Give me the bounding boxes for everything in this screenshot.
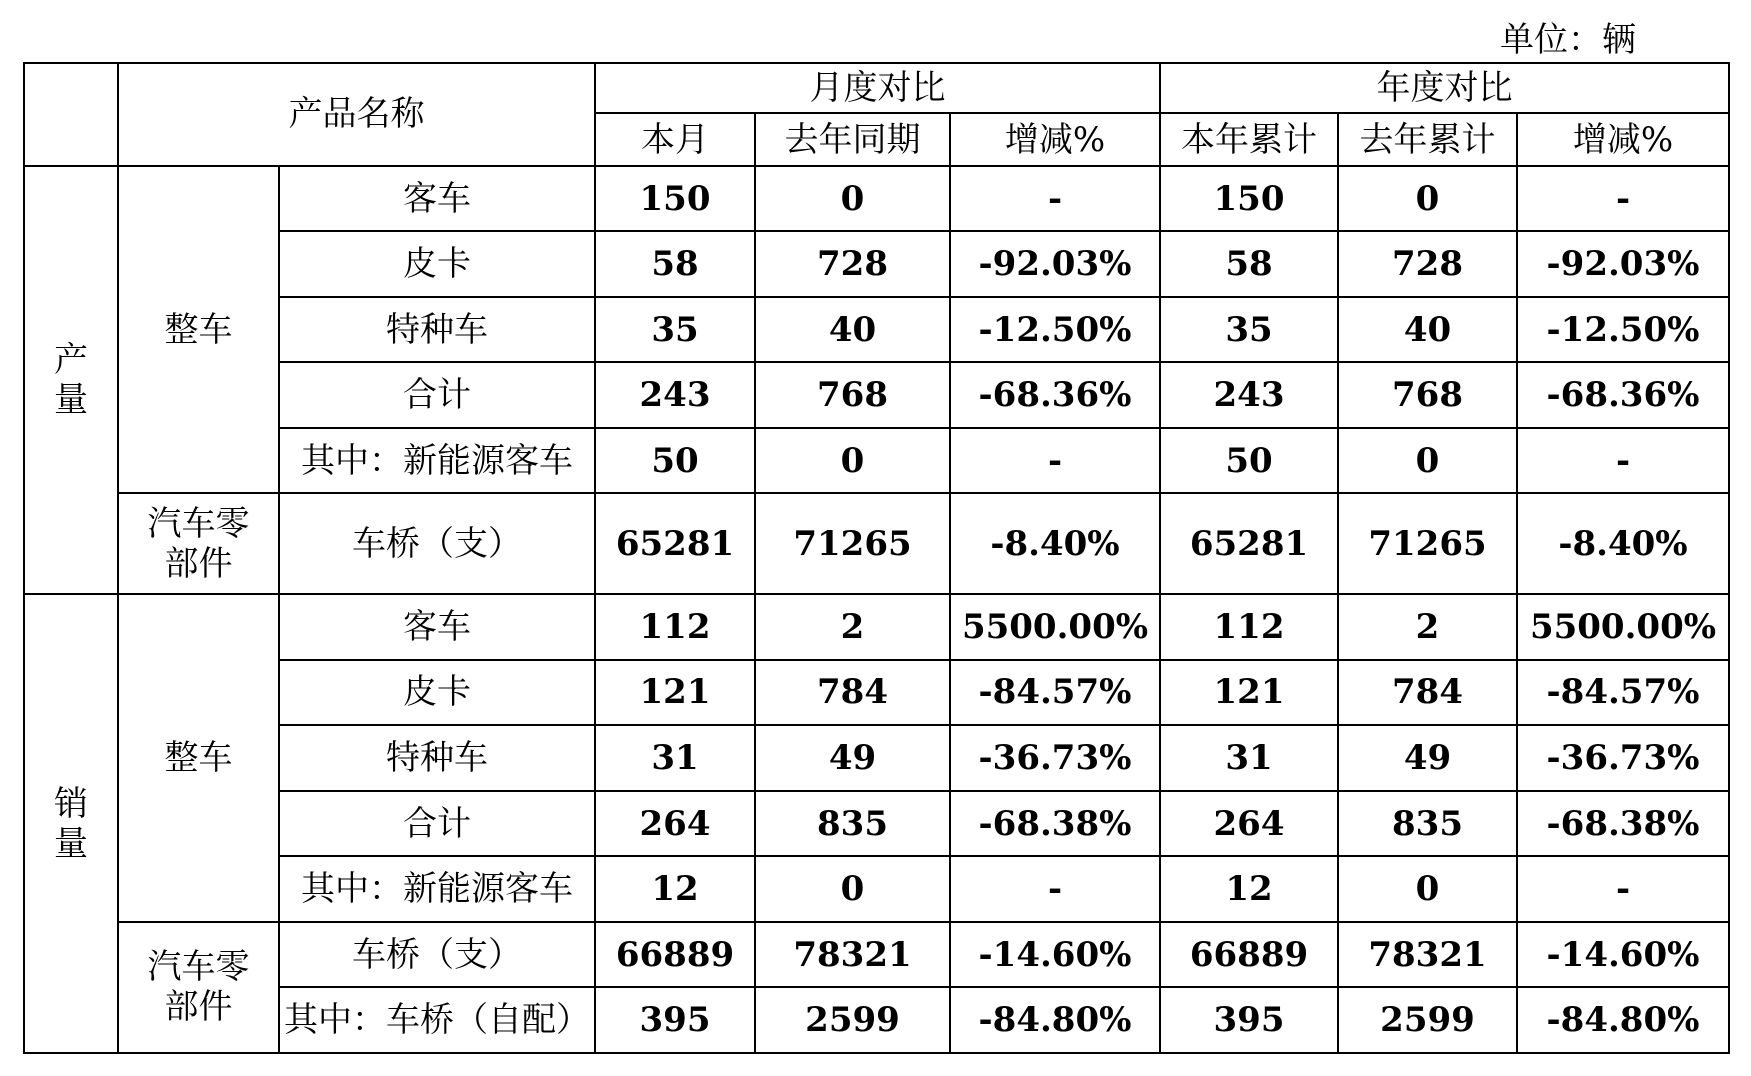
cell: - bbox=[1517, 428, 1729, 494]
cell: 78321 bbox=[1338, 922, 1517, 988]
section-label-production: 产 量 bbox=[24, 166, 118, 594]
production-sales-table bbox=[23, 62, 1730, 1054]
cell: 728 bbox=[755, 231, 950, 297]
cell: 784 bbox=[1338, 660, 1517, 726]
cell: -12.50% bbox=[950, 297, 1160, 363]
cell: 395 bbox=[1160, 987, 1338, 1053]
row-name: 其中：新能源客车 bbox=[279, 428, 595, 494]
cell: 35 bbox=[1160, 297, 1338, 363]
cell: 71265 bbox=[755, 493, 950, 594]
cell: -14.60% bbox=[950, 922, 1160, 988]
table-row bbox=[24, 428, 1729, 494]
cell: - bbox=[1517, 166, 1729, 232]
header-col: 去年同期 bbox=[755, 113, 950, 165]
table-row bbox=[24, 166, 1729, 232]
cell: 395 bbox=[595, 987, 755, 1053]
row-name: 特种车 bbox=[279, 297, 595, 363]
cell: 58 bbox=[595, 231, 755, 297]
row-name: 客车 bbox=[279, 594, 595, 660]
group-label-vehicle: 整车 bbox=[118, 166, 279, 494]
cell: 2599 bbox=[755, 987, 950, 1053]
cell: 0 bbox=[755, 856, 950, 922]
header-blank bbox=[24, 63, 118, 166]
cell: - bbox=[950, 166, 1160, 232]
cell: 50 bbox=[595, 428, 755, 494]
cell: 121 bbox=[595, 660, 755, 726]
header-monthly: 月度对比 bbox=[595, 63, 1160, 113]
table-row bbox=[24, 362, 1729, 428]
cell: 35 bbox=[595, 297, 755, 363]
cell: 58 bbox=[1160, 231, 1338, 297]
unit-label: 单位：辆 bbox=[1500, 20, 1636, 60]
cell: 121 bbox=[1160, 660, 1338, 726]
cell: 2599 bbox=[1338, 987, 1517, 1053]
cell: -68.36% bbox=[950, 362, 1160, 428]
cell: -8.40% bbox=[1517, 493, 1729, 594]
row-name: 其中：新能源客车 bbox=[279, 856, 595, 922]
cell: -36.73% bbox=[1517, 725, 1729, 791]
cell: 728 bbox=[1338, 231, 1517, 297]
cell: 264 bbox=[595, 791, 755, 857]
cell: 2 bbox=[755, 594, 950, 660]
cell: -68.36% bbox=[1517, 362, 1729, 428]
table-row bbox=[24, 725, 1729, 791]
cell: 49 bbox=[755, 725, 950, 791]
cell: 50 bbox=[1160, 428, 1338, 494]
cell: 31 bbox=[595, 725, 755, 791]
table-row bbox=[24, 660, 1729, 726]
cell: 243 bbox=[595, 362, 755, 428]
cell: -14.60% bbox=[1517, 922, 1729, 988]
cell: 49 bbox=[1338, 725, 1517, 791]
header-row-1 bbox=[24, 63, 1729, 113]
cell: 112 bbox=[595, 594, 755, 660]
section-label-sales: 销 量 bbox=[24, 594, 118, 1053]
cell: 784 bbox=[755, 660, 950, 726]
header-col: 去年累计 bbox=[1338, 113, 1517, 165]
cell: -84.57% bbox=[950, 660, 1160, 726]
cell: -84.80% bbox=[1517, 987, 1729, 1053]
cell: - bbox=[950, 428, 1160, 494]
table-row bbox=[24, 791, 1729, 857]
group-label-parts: 汽车零 部件 bbox=[118, 493, 279, 594]
row-name: 车桥（支） bbox=[279, 922, 595, 988]
row-name: 其中：车桥（自配） bbox=[279, 987, 595, 1053]
row-name: 车桥（支） bbox=[279, 493, 595, 594]
row-name: 皮卡 bbox=[279, 231, 595, 297]
table-row bbox=[24, 231, 1729, 297]
cell: 0 bbox=[1338, 428, 1517, 494]
cell: 31 bbox=[1160, 725, 1338, 791]
cell: 71265 bbox=[1338, 493, 1517, 594]
cell: 768 bbox=[1338, 362, 1517, 428]
cell: 40 bbox=[755, 297, 950, 363]
table-row bbox=[24, 856, 1729, 922]
cell: -12.50% bbox=[1517, 297, 1729, 363]
cell: 66889 bbox=[1160, 922, 1338, 988]
cell: -92.03% bbox=[950, 231, 1160, 297]
cell: 150 bbox=[595, 166, 755, 232]
cell: 12 bbox=[1160, 856, 1338, 922]
table-row bbox=[24, 493, 1729, 594]
group-label-parts: 汽车零 部件 bbox=[118, 922, 279, 1053]
cell: 5500.00% bbox=[950, 594, 1160, 660]
cell: - bbox=[1517, 856, 1729, 922]
group-label-vehicle: 整车 bbox=[118, 594, 279, 922]
cell: - bbox=[950, 856, 1160, 922]
cell: 0 bbox=[755, 166, 950, 232]
header-product-name: 产品名称 bbox=[118, 63, 595, 166]
cell: 78321 bbox=[755, 922, 950, 988]
cell: -92.03% bbox=[1517, 231, 1729, 297]
cell: -68.38% bbox=[1517, 791, 1729, 857]
cell: -8.40% bbox=[950, 493, 1160, 594]
table-row bbox=[24, 922, 1729, 988]
cell: -84.57% bbox=[1517, 660, 1729, 726]
cell: 835 bbox=[1338, 791, 1517, 857]
cell: 264 bbox=[1160, 791, 1338, 857]
cell: 768 bbox=[755, 362, 950, 428]
header-yearly: 年度对比 bbox=[1160, 63, 1729, 113]
cell: -36.73% bbox=[950, 725, 1160, 791]
cell: 835 bbox=[755, 791, 950, 857]
header-col: 增减% bbox=[950, 113, 1160, 165]
table-row bbox=[24, 297, 1729, 363]
cell: 66889 bbox=[595, 922, 755, 988]
row-name: 客车 bbox=[279, 166, 595, 232]
cell: 0 bbox=[1338, 166, 1517, 232]
row-name: 特种车 bbox=[279, 725, 595, 791]
header-col: 本月 bbox=[595, 113, 755, 165]
cell: 112 bbox=[1160, 594, 1338, 660]
cell: 150 bbox=[1160, 166, 1338, 232]
cell: 0 bbox=[1338, 856, 1517, 922]
table-row bbox=[24, 987, 1729, 1053]
cell: -84.80% bbox=[950, 987, 1160, 1053]
cell: -68.38% bbox=[950, 791, 1160, 857]
cell: 65281 bbox=[1160, 493, 1338, 594]
cell: 5500.00% bbox=[1517, 594, 1729, 660]
row-name: 合计 bbox=[279, 362, 595, 428]
cell: 243 bbox=[1160, 362, 1338, 428]
header-col: 本年累计 bbox=[1160, 113, 1338, 165]
row-name: 合计 bbox=[279, 791, 595, 857]
cell: 65281 bbox=[595, 493, 755, 594]
row-name: 皮卡 bbox=[279, 660, 595, 726]
cell: 2 bbox=[1338, 594, 1517, 660]
header-col: 增减% bbox=[1517, 113, 1729, 165]
cell: 40 bbox=[1338, 297, 1517, 363]
table-row bbox=[24, 594, 1729, 660]
cell: 12 bbox=[595, 856, 755, 922]
cell: 0 bbox=[755, 428, 950, 494]
